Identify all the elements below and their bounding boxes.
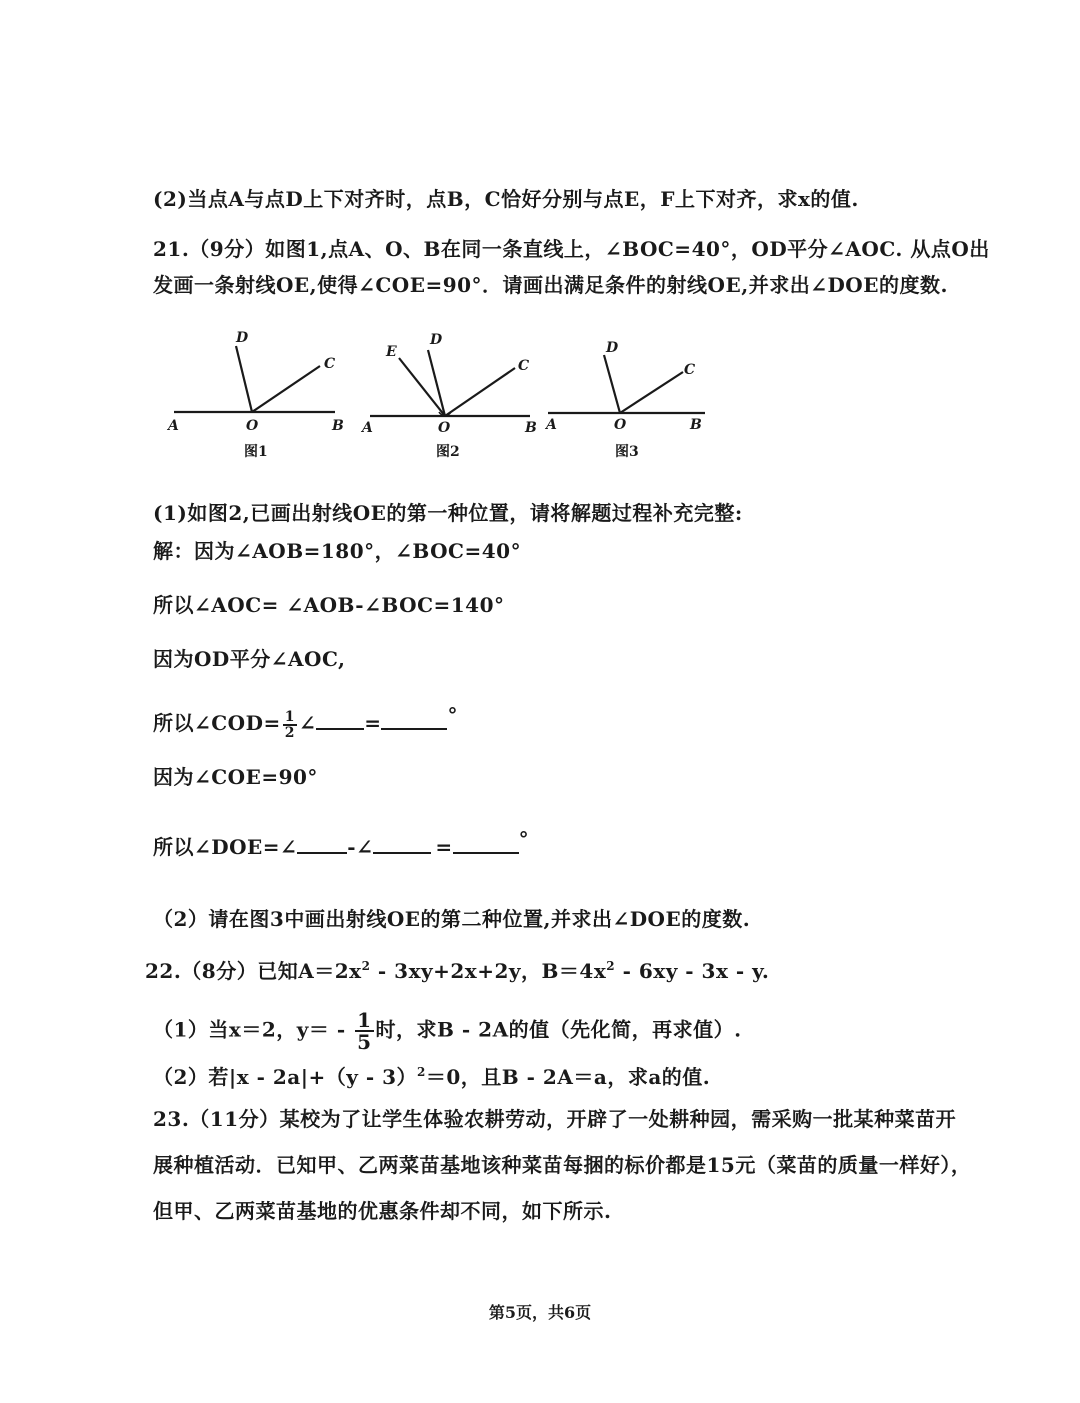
q22-stem: 22.（8分）已知$A=2x^2 - 3xy+2x+2y$，$B=4x^2 - 6xy - 3x - y$. [145,959,770,983]
fraction-one-fifth: $\frac{1}{5}$ [357,1008,372,1054]
fig2-label-B: B [525,420,537,436]
q21-part2: （2）请在图3中画出射线OE的第二种位置,并求出∠DOE的度数. [153,907,751,931]
q21-solution-line1: 解：因为∠AOB=180°，∠BOC=40° [153,539,522,563]
sol4-prefix: 所以∠COD= [153,711,281,735]
q21-stem-line2: 发画一条射线OE,使得∠COE=90°．请画出满足条件的射线OE,并求出∠DOE的度数. [153,273,948,297]
fig3-label-D: D [606,340,619,356]
q22-part2: （2）若|x - 2a|+（y - 3）$^2$＝0，且B - 2A＝a，求a的值. [153,1065,711,1089]
q23-line2: 展种植活动．已知甲、乙两菜苗基地该种菜苗每捆的标价都是15元（菜苗的质量一样好）， [153,1153,972,1177]
q21-part1-intro: (1)如图2,已画出射线OE的第一种位置，请将解题过程补充完整: [153,501,743,525]
fig1-label-D: D [236,330,249,346]
fig3-caption: 图3 [615,444,639,460]
q21-figures [160,320,720,465]
q20-part2: (2)当点A与点D上下对齐时，点B，C恰好分别与点E，F上下对齐，求x的值. [153,187,859,211]
sol6-minus: -∠ [347,835,374,859]
fig1-label-A: A [168,418,179,434]
q21-solution-line4 [153,702,458,740]
fig2-caption: 图2 [436,444,460,460]
q21-solution-line3: 因为OD平分∠AOC, [153,647,346,671]
figure-2 [360,332,537,460]
blank-doe-value[interactable] [453,832,519,854]
sol4-eq: = [364,711,382,735]
page-number: 第5页，共6页 [488,1303,592,1322]
sol6-prefix: 所以∠DOE=∠ [153,835,298,859]
q21-solution-line6 [153,826,529,860]
fig3-label-O: O [614,417,627,433]
fig2-label-E: E [386,344,397,360]
fig1-label-O: O [246,418,259,434]
fig2-label-C: C [518,358,530,374]
figure-3 [544,340,705,460]
fig3-label-B: B [690,417,702,433]
sol6-eq: = [435,835,453,859]
fig2-label-O: O [438,420,451,436]
q23-line3: 但甲、乙两菜苗基地的优惠条件却不同，如下所示. [153,1199,612,1223]
fig1-label-B: B [332,418,344,434]
q23-line1: 23.（11分）某校为了让学生体验农耕劳动，开辟了一处耕种园，需采购一批某种菜苗开 [153,1107,957,1131]
fig2-label-D: D [430,332,443,348]
sol4-angle: ∠ [298,711,317,735]
blank-doe-angle1[interactable] [297,832,347,854]
figure-1 [166,330,344,460]
blank-cod-angle[interactable] [316,708,364,730]
sol6-degree: ° [518,827,530,851]
fig3-label-C: C [684,362,696,378]
fraction-one-half: $\frac{1}{2}$ [284,708,295,741]
q21-solution-line2: 所以∠AOC= ∠AOB-∠BOC=140° [153,593,505,617]
fig1-caption: 图1 [244,444,268,460]
fig1-label-C: C [324,356,336,372]
fig2-label-A: A [362,420,373,436]
blank-doe-angle2[interactable] [373,832,431,854]
blank-cod-value[interactable] [381,708,447,730]
fig3-label-A: A [546,417,557,433]
q21-solution-line5: 因为∠COE=90° [153,765,318,789]
q21-stem-line1: 21.（9分）如图1,点A、O、B在同一条直线上，∠BOC=40°，OD平分∠AOC. 从点O出 [153,237,990,261]
sol4-degree: ° [447,703,458,727]
q22-part1: （1）当x＝2，y＝ - $\frac{1}{5}$ 时，求B - 2A的值（先化简，再求值）. [153,1008,742,1054]
